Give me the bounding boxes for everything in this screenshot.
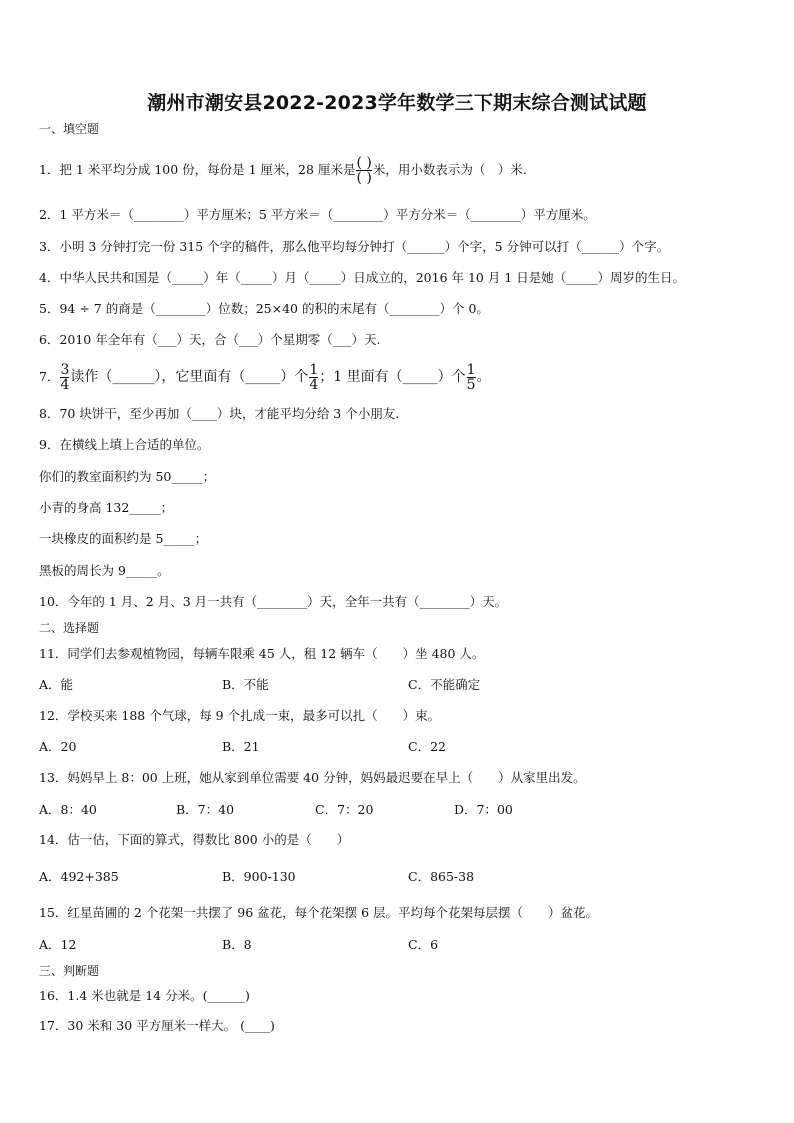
section-heading-choice: 二、选择题 bbox=[39, 621, 100, 635]
question-9: 9．在横线上填上合适的单位。 bbox=[39, 437, 210, 452]
question-1-denominator: ( ) bbox=[356, 170, 372, 186]
question-7-fraction-1 bbox=[60, 363, 69, 392]
question-9-item: 你们的教室面积约为 50_____； bbox=[39, 469, 216, 484]
fraction-2-denominator: 4 bbox=[309, 377, 319, 393]
question-1 bbox=[39, 153, 527, 187]
question-8: 8．70 块饼干，至少再加（____）块，才能平均分给 3 个小朋友. bbox=[39, 406, 400, 421]
question-9-item: 小青的身高 132_____； bbox=[39, 500, 174, 515]
option-b: B．21 bbox=[222, 739, 260, 754]
option-a: A．492+385 bbox=[39, 869, 119, 884]
question-7-fraction-3 bbox=[467, 363, 476, 392]
option-c: C．7：20 bbox=[315, 802, 374, 817]
question-16: 16．1.4 米也就是 14 分米。(______) bbox=[39, 988, 250, 1003]
option-a: A．能 bbox=[39, 677, 74, 692]
question-7-part-3: 。 bbox=[476, 369, 491, 385]
question-5: 5．94 ÷ 7 的商是（________）位数；25×40 的积的末尾有（________）个 0。 bbox=[39, 301, 489, 316]
option-a: A．8：40 bbox=[39, 802, 97, 817]
option-b: B．7：40 bbox=[176, 802, 235, 817]
fraction-1-numerator: 3 bbox=[60, 362, 70, 378]
question-1-fraction bbox=[356, 156, 371, 185]
question-11: 11．同学们去参观植物园，每辆车限乘 45 人，租 12 辆车（ ）坐 480 人。 bbox=[39, 646, 485, 661]
option-c: C．22 bbox=[408, 739, 446, 754]
option-c: C．6 bbox=[408, 937, 439, 952]
question-13: 13．妈妈早上 8：00 上班，她从家到单位需要 40 分钟，妈妈最迟要在早上（ ）从家里出发。 bbox=[39, 770, 586, 785]
question-7-fraction-2 bbox=[309, 363, 318, 392]
question-7 bbox=[39, 360, 491, 394]
question-1-before: 1．把 1 米平均分成 100 份，每份是 1 厘米，28 厘米是 bbox=[39, 162, 356, 177]
option-a: A．12 bbox=[39, 937, 77, 952]
question-1-after: 米，用小数表示为（ ）米. bbox=[372, 162, 527, 177]
question-1-numerator: ( ) bbox=[356, 155, 372, 171]
question-9-item: 一块橡皮的面积约是 5_____； bbox=[39, 531, 208, 546]
question-3: 3．小明 3 分钟打完一份 315 个字的稿件，那么他平均每分钟打（______）个字，5 分钟可以打（______）个字。 bbox=[39, 239, 670, 254]
question-10: 10．今年的 1 月、2 月、3 月一共有（________）天，全年一共有（________）天。 bbox=[39, 594, 508, 609]
question-2: 2．1 平方米＝（________）平方厘米；5 平方米＝（________）平方分米＝（________）平方厘米。 bbox=[39, 207, 596, 222]
section-heading-true-false: 三、判断题 bbox=[39, 964, 100, 978]
question-17: 17．30 米和 30 平方厘米一样大。 (____) bbox=[39, 1018, 275, 1033]
option-b: B．8 bbox=[222, 937, 252, 952]
question-9-item: 黑板的周长为 9_____。 bbox=[39, 563, 170, 578]
question-7-part-1: 读作（______），它里面有（_____）个 bbox=[70, 369, 309, 385]
question-14: 14．估一估，下面的算式，得数比 800 小的是（ ） bbox=[39, 832, 350, 847]
option-c: C．865-38 bbox=[408, 869, 475, 884]
question-12: 12．学校买来 188 个气球，每 9 个扎成一束，最多可以扎（ ）束。 bbox=[39, 708, 441, 723]
option-c: C．不能确定 bbox=[408, 677, 481, 692]
fraction-2-numerator: 1 bbox=[309, 362, 319, 378]
option-b: B．不能 bbox=[222, 677, 269, 692]
fraction-3-numerator: 1 bbox=[466, 362, 476, 378]
question-7-prefix: 7． bbox=[39, 369, 60, 384]
option-b: B．900-130 bbox=[222, 869, 296, 884]
question-6: 6．2010 年全年有（___）天，合（___）个星期零（___）天. bbox=[39, 332, 381, 347]
fraction-1-denominator: 4 bbox=[60, 377, 70, 393]
page-title: 潮州市潮安县2022-2023学年数学三下期末综合测试试题 bbox=[147, 92, 647, 114]
question-15: 15．红星苗圃的 2 个花架一共摆了 96 盆花，每个花架摆 6 层。平均每个花架每层摆（ ）盆花。 bbox=[39, 905, 599, 920]
section-heading-fill-in: 一、填空题 bbox=[39, 122, 100, 136]
option-d: D．7：00 bbox=[454, 802, 513, 817]
question-7-part-2: ；1 里面有（_____）个 bbox=[319, 369, 466, 385]
question-4: 4．中华人民共和国是（_____）年（_____）月（_____）日成立的，2016 年 10 月 1 日是她（_____）周岁的生日。 bbox=[39, 270, 685, 285]
fraction-3-denominator: 5 bbox=[466, 377, 476, 393]
option-a: A．20 bbox=[39, 739, 77, 754]
